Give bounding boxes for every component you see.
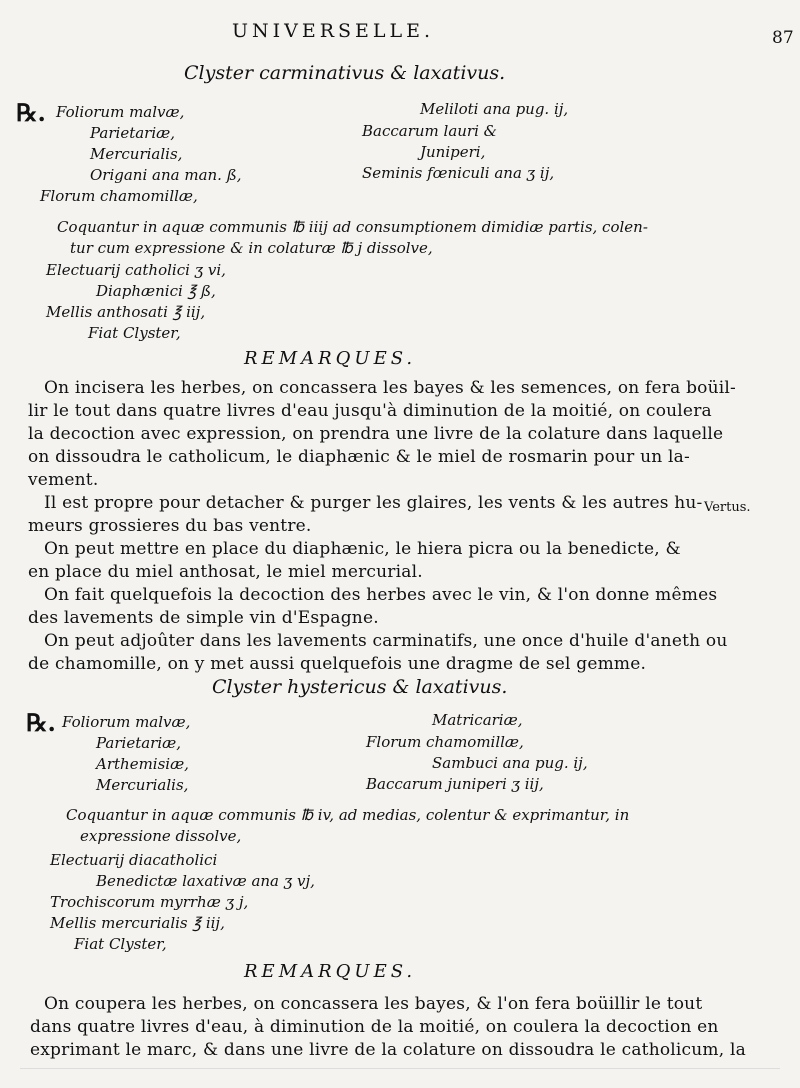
instruction-line: Coquantur in aquæ communis ℔ iv, ad medias, colentur & exprimantur, in — [66, 806, 630, 824]
ingredient-line: Parietariæ, — [90, 124, 176, 142]
paragraph-line: On incisera les herbes, on concassera les bayes & les semences, on fera boüil- — [44, 378, 736, 398]
instruction-line: tur cum expressione & in colaturæ ℔ j dissolve, — [70, 239, 433, 257]
ingredient-line: Foliorum malvæ, — [62, 713, 191, 731]
running-header: UNIVERSELLE. — [232, 20, 435, 42]
paragraph-line: On peut adjoûter dans les lavements carminatifs, une once d'huile d'aneth ou — [44, 631, 728, 651]
ingredient-line: Baccarum lauri & — [362, 122, 498, 140]
ingredient-line: Sambuci ana pug. ij, — [432, 754, 588, 772]
instruction-line: Mellis mercurialis ℥ iij, — [50, 914, 225, 932]
section-heading: REMARQUES. — [244, 348, 417, 369]
instruction-line: Mellis anthosati ℥ iij, — [46, 303, 206, 321]
ingredient-line: Matricariæ, — [432, 711, 523, 729]
paragraph-line: la decoction avec expression, on prendra une livre de la colature dans laquelle — [28, 424, 724, 444]
instruction-line: Fiat Clyster, — [88, 324, 181, 342]
ingredient-line: Origani ana man. ß, — [90, 166, 242, 184]
paragraph-line: des lavements de simple vin d'Espagne. — [28, 608, 379, 628]
recipe-symbol: ℞. — [26, 708, 56, 737]
paragraph-line: on dissoudra le catholicum, le diaphænic & le miel de rosmarin pour un la- — [28, 447, 690, 467]
instruction-line: Electuarij diacatholici — [50, 851, 218, 869]
instruction-line: Benedictæ laxativæ ana ʒ vj, — [96, 872, 315, 890]
paragraph-line: meurs grossieres du bas ventre. — [28, 516, 312, 536]
page-edge-divider — [20, 1068, 780, 1069]
ingredient-line: Meliloti ana pug. ij, — [420, 100, 569, 118]
ingredient-line: Arthemisiæ, — [96, 755, 189, 773]
section-heading: REMARQUES. — [244, 961, 417, 982]
instruction-line: expressione dissolve, — [80, 827, 242, 845]
ingredient-line: Foliorum malvæ, — [56, 103, 185, 121]
instruction-line: Coquantur in aquæ communis ℔ iiij ad consumptionem dimidiæ partis, colen- — [57, 218, 648, 236]
recipe-symbol: ℞. — [16, 98, 46, 127]
paragraph-line: vement. — [28, 470, 99, 490]
paragraph-line: On coupera les herbes, on concassera les bayes, & l'on fera boüillir le tout — [44, 994, 703, 1014]
paragraph-line: exprimant le marc, & dans une livre de la colature on dissoudra le catholicum, la — [30, 1040, 746, 1060]
ingredient-line: Mercurialis, — [96, 776, 189, 794]
paragraph-line: de chamomille, on y met aussi quelquefois une dragme de sel gemme. — [28, 654, 647, 674]
ingredient-line: Florum chamomillæ, — [366, 733, 524, 751]
instruction-line: Trochiscorum myrrhæ ʒ j, — [50, 893, 249, 911]
ingredient-line: Parietariæ, — [96, 734, 182, 752]
ingredient-line: Seminis fœniculi ana ʒ ij, — [362, 164, 555, 182]
instruction-line: Fiat Clyster, — [74, 935, 167, 953]
paragraph-line: en place du miel anthosat, le miel mercurial. — [28, 562, 423, 582]
recipe-title: Clyster carminativus & laxativus. — [184, 62, 506, 84]
instruction-line: Diaphænici ℥ ß, — [96, 282, 216, 300]
ingredient-line: Juniperi, — [420, 143, 486, 161]
ingredient-line: Baccarum juniperi ʒ iij, — [366, 775, 544, 793]
paragraph-line: lir le tout dans quatre livres d'eau jusqu'à diminution de la moitié, on coulera — [28, 401, 712, 421]
paragraph-line: On fait quelquefois la decoction des herbes avec le vin, & l'on donne mêmes — [44, 585, 718, 605]
ingredient-line: Mercurialis, — [90, 145, 183, 163]
instruction-line: Electuarij catholici ʒ vi, — [46, 261, 226, 279]
paragraph-line: Il est propre pour detacher & purger les glaires, les vents & les autres hu- — [44, 493, 703, 513]
margin-note: Vertus. — [704, 500, 751, 515]
recipe-title: Clyster hystericus & laxativus. — [212, 676, 508, 698]
paragraph-line: On peut mettre en place du diaphænic, le hiera picra ou la benedicte, & — [44, 539, 681, 559]
paragraph-line: dans quatre livres d'eau, à diminution de la moitié, on coulera la decoction en — [30, 1017, 719, 1037]
page-number: 87 — [772, 28, 794, 48]
ingredient-line: Florum chamomillæ, — [40, 187, 198, 205]
